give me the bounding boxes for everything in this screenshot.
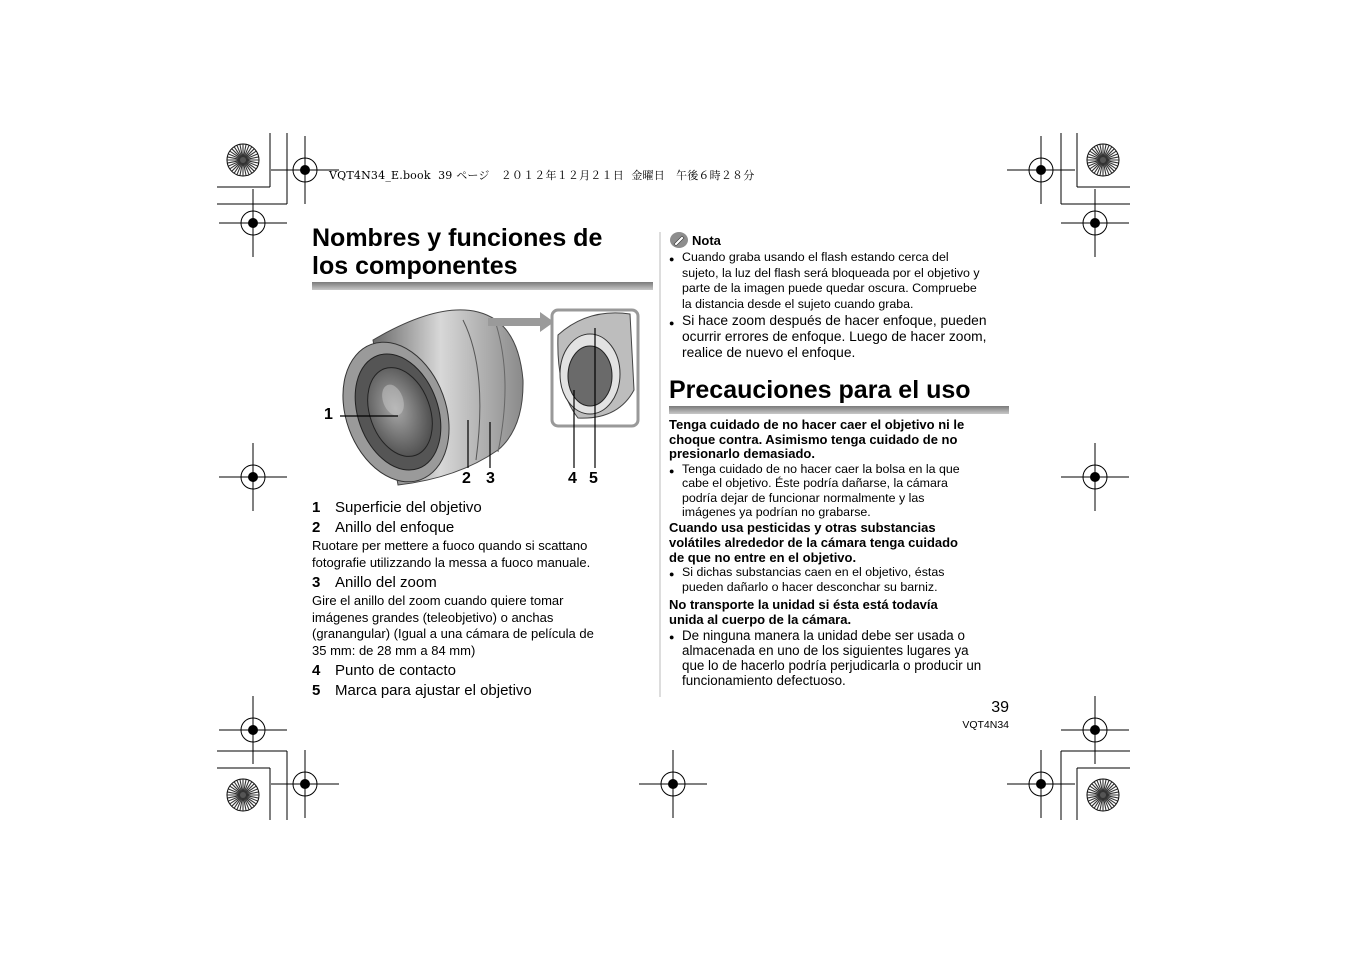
callout-4: 4 xyxy=(568,470,577,487)
nota-bullet: ● Cuando graba usando el flash estando cerca del sujeto, la luz del flash será bloqueada por el objetivo y parte de la imagen puede quedar oscura. Compruebe la distancia desde el sujeto cuando graba. xyxy=(669,250,1011,313)
precaution-heading: Cuando usa pesticidas y otras substancias volátiles alrededor de la cámara tenga cuidado de que no entre en el objetivo. xyxy=(669,520,958,565)
note-pencil-icon xyxy=(669,231,689,249)
component-description: Gire el anillo del zoom cuando quiere tomar imágenes grandes (teleobjetivo) o anchas (granangular) (Igual a una cámara de película de 35 mm: de 28 mm a 84 mm) xyxy=(312,593,594,658)
callout-3: 3 xyxy=(486,470,495,487)
callout-1: 1 xyxy=(324,406,333,423)
section-title-components: Nombres y funciones de los componentes xyxy=(312,224,603,280)
component-item: 3 Anillo del zoom xyxy=(312,574,437,591)
component-item: 2 Anillo del enfoque xyxy=(312,519,455,536)
component-item: 4 Punto de contacto xyxy=(312,662,456,679)
component-item: 5 Marca para ajustar el objetivo xyxy=(312,682,532,699)
component-item: 1 Superficie del objetivo xyxy=(312,499,482,516)
page-number: 39 xyxy=(991,699,1009,716)
lens-illustration xyxy=(318,300,648,495)
title-rule xyxy=(312,282,653,290)
nota-heading: Nota xyxy=(669,230,1011,250)
right-column xyxy=(669,230,1011,688)
section-title-precautions: Precauciones para el uso xyxy=(669,375,971,404)
model-code: VQT4N34 xyxy=(962,719,1009,731)
precaution-bullet: ● Tenga cuidado de no hacer caer la bolsa en la que cabe el objetivo. Éste podría dañarse, la cámara podría dejar de funcionar normalmente y las imágenes ya podrían no grabarse. xyxy=(669,462,1011,519)
precaution-bullet: ● Si dichas substancias caen en el objetivo, éstas pueden dañarlo o hacer desconchar su barniz. xyxy=(669,565,1011,595)
callout-5: 5 xyxy=(589,470,598,487)
precaution-bullet: ● De ninguna manera la unidad debe ser usada o almacenada en uno de los siguientes lugares ya que lo de hacerlo podría perjudicarla o producir un funcionamiento defectuoso. xyxy=(669,628,1011,688)
component-list xyxy=(312,498,652,701)
precaution-heading: No transporte la unidad si ésta está todavía unida al cuerpo de la cámara. xyxy=(669,597,938,628)
title-rule xyxy=(669,406,1009,414)
nota-bullet: ● Si hace zoom después de hacer enfoque, pueden ocurrir errores de enfoque. Luego de hacer zoom, realice de nuevo el enfoque. xyxy=(669,313,1011,361)
callout-2: 2 xyxy=(462,470,471,487)
precaution-heading: Tenga cuidado de no hacer caer el objetivo ni le choque contra. Asimismo tenga cuidado de no presionarlo demasiado. xyxy=(669,416,965,462)
print-header: VQT4N34_E.book 39 ページ ２０１２年１２月２１日 金曜日 午後６時２８分 xyxy=(329,169,755,182)
component-description: Ruotare per mettere a fuoco quando si scattano fotografie utilizzando la messa a fuoco manuale. xyxy=(312,538,591,570)
